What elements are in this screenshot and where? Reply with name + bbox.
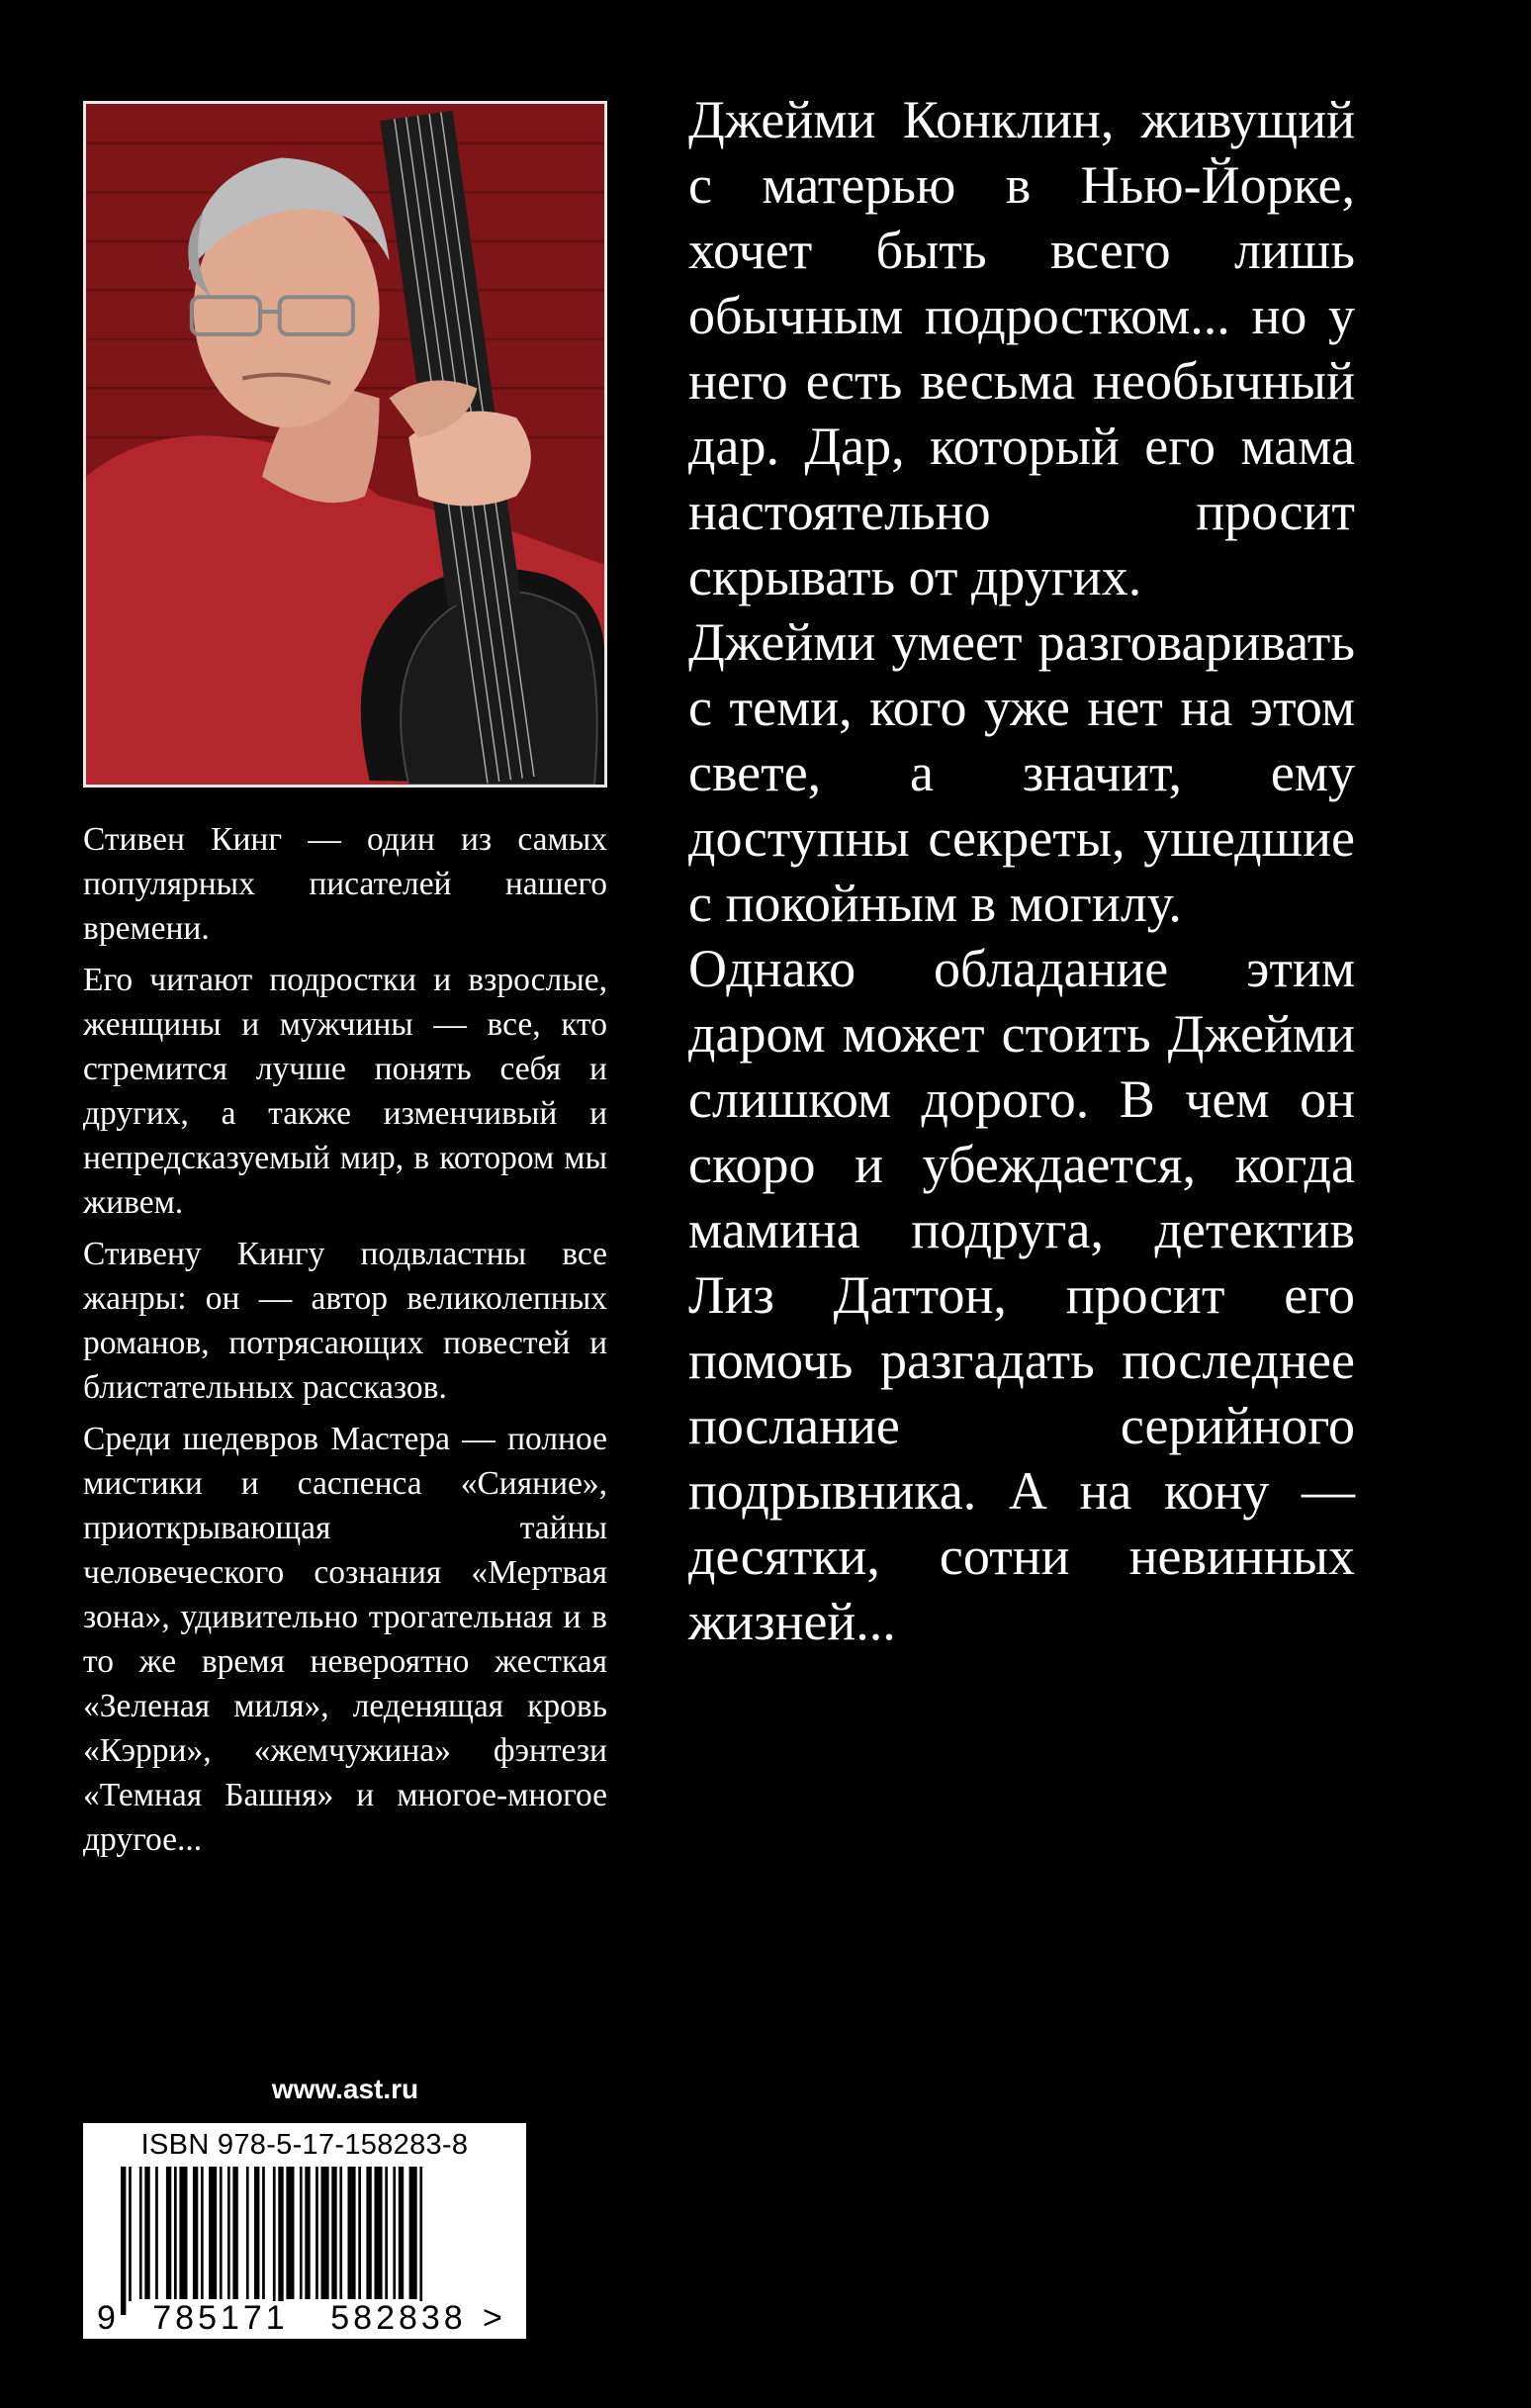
barcode-bar (246, 2167, 249, 2299)
barcode-bar (419, 2167, 422, 2315)
barcode-bar (305, 2167, 310, 2299)
barcode-bar (375, 2167, 383, 2299)
barcode-bar (409, 2167, 417, 2299)
barcode-bar (121, 2167, 126, 2315)
barcode-bars (121, 2167, 496, 2315)
author-photo (83, 101, 607, 787)
barcode-bar (144, 2167, 149, 2299)
barcode-bar (166, 2167, 171, 2299)
barcode-bar (278, 2167, 283, 2315)
barcode-bar (399, 2167, 404, 2299)
barcode-bar (209, 2167, 217, 2299)
author-bio-paragraph: Его читают подростки и взрослые, женщины и мужчины — все, кто стремится лучше понять себя и других, а также изменчивый и непредсказуемый мир, в котором мы живем. (83, 962, 607, 1221)
barcode-bar (385, 2167, 388, 2299)
author-bio-paragraph: Стивен Кинг — один из самых популярных писателей нашего времени. (83, 821, 607, 947)
isbn-number: ISBN 978-5-17-158283-8 (140, 2129, 469, 2161)
author-bio (83, 817, 607, 1869)
barcode-digits (97, 2301, 517, 2335)
barcode-bar (174, 2167, 177, 2299)
synopsis-paragraph: Однако обладание этим даром может стоить Джейми слишком дорого. В чем он скоро и убеждается, когда мамина подруга, детектив Лиз Даттон, просит его помочь разгадать последнее послание серийного подрывника. А на кону — десятки, сотни невинных жизней... (688, 939, 1355, 1651)
barcode-digits-left: 785171 (127, 2301, 315, 2335)
barcode-bar (300, 2167, 303, 2299)
author-bio-paragraph: Стивену Кингу подвластны все жанры: он — автор великолепных романов, потрясающих повестей и блистательных рассказов. (83, 1236, 607, 1406)
barcode-bar (232, 2167, 237, 2299)
barcode-digits-right: 582838 (315, 2301, 483, 2335)
barcode-digit-first: 9 (97, 2299, 116, 2337)
barcode-bar (179, 2167, 187, 2299)
barcode-end-mark: > (483, 2299, 502, 2337)
barcode-bar (201, 2167, 204, 2299)
barcode-bar (262, 2167, 265, 2299)
barcode-bar (227, 2167, 230, 2299)
barcode-bar (339, 2167, 342, 2299)
barcode-bar (366, 2167, 371, 2299)
barcode-bar (155, 2167, 158, 2299)
barcode-bar (254, 2167, 259, 2299)
author-bio-paragraph: Среди шедевров Мастера — полное мистики и саспенса «Сияние», приоткрывающая тайны человеческого сознания «Мертвая зона», удивительно трогательная и в то же время невероятно жесткая «Зеленая миля», леденящая кровь «Кэрри», «жемчужина» фэнтези «Темная Башня» и многое-многое другое... (83, 1421, 607, 1858)
barcode-bar (315, 2167, 318, 2299)
barcode-bar (331, 2167, 336, 2299)
barcode-bar (129, 2167, 132, 2315)
barcode-bar (139, 2167, 142, 2299)
barcode-bar (321, 2167, 329, 2299)
barcode-bar (286, 2167, 294, 2299)
barcode-bar (348, 2167, 356, 2299)
isbn-barcode (83, 2123, 526, 2339)
book-synopsis (688, 87, 1355, 1654)
synopsis-paragraph: Джейми умеет разговаривать с теми, кого уже нет на этом свете, а значит, ему доступны секреты, ушедшие с покойным в могилу. (688, 612, 1355, 933)
synopsis-paragraph: Джейми Конклин, живущий с матерью в Нью-Йорке, хочет быть всего лишь обычным подростком... но у него есть весьма необычный дар. Дар, который его мама настоятельно просит скрывать от других. (688, 90, 1355, 606)
author-portrait-image (86, 104, 604, 785)
barcode-bar (193, 2167, 198, 2299)
barcode-bar (273, 2167, 276, 2315)
publisher-website: www.ast.ru (271, 2074, 419, 2104)
barcode-bar (393, 2167, 396, 2299)
barcode-bar (358, 2167, 361, 2299)
barcode-bar (220, 2167, 223, 2299)
